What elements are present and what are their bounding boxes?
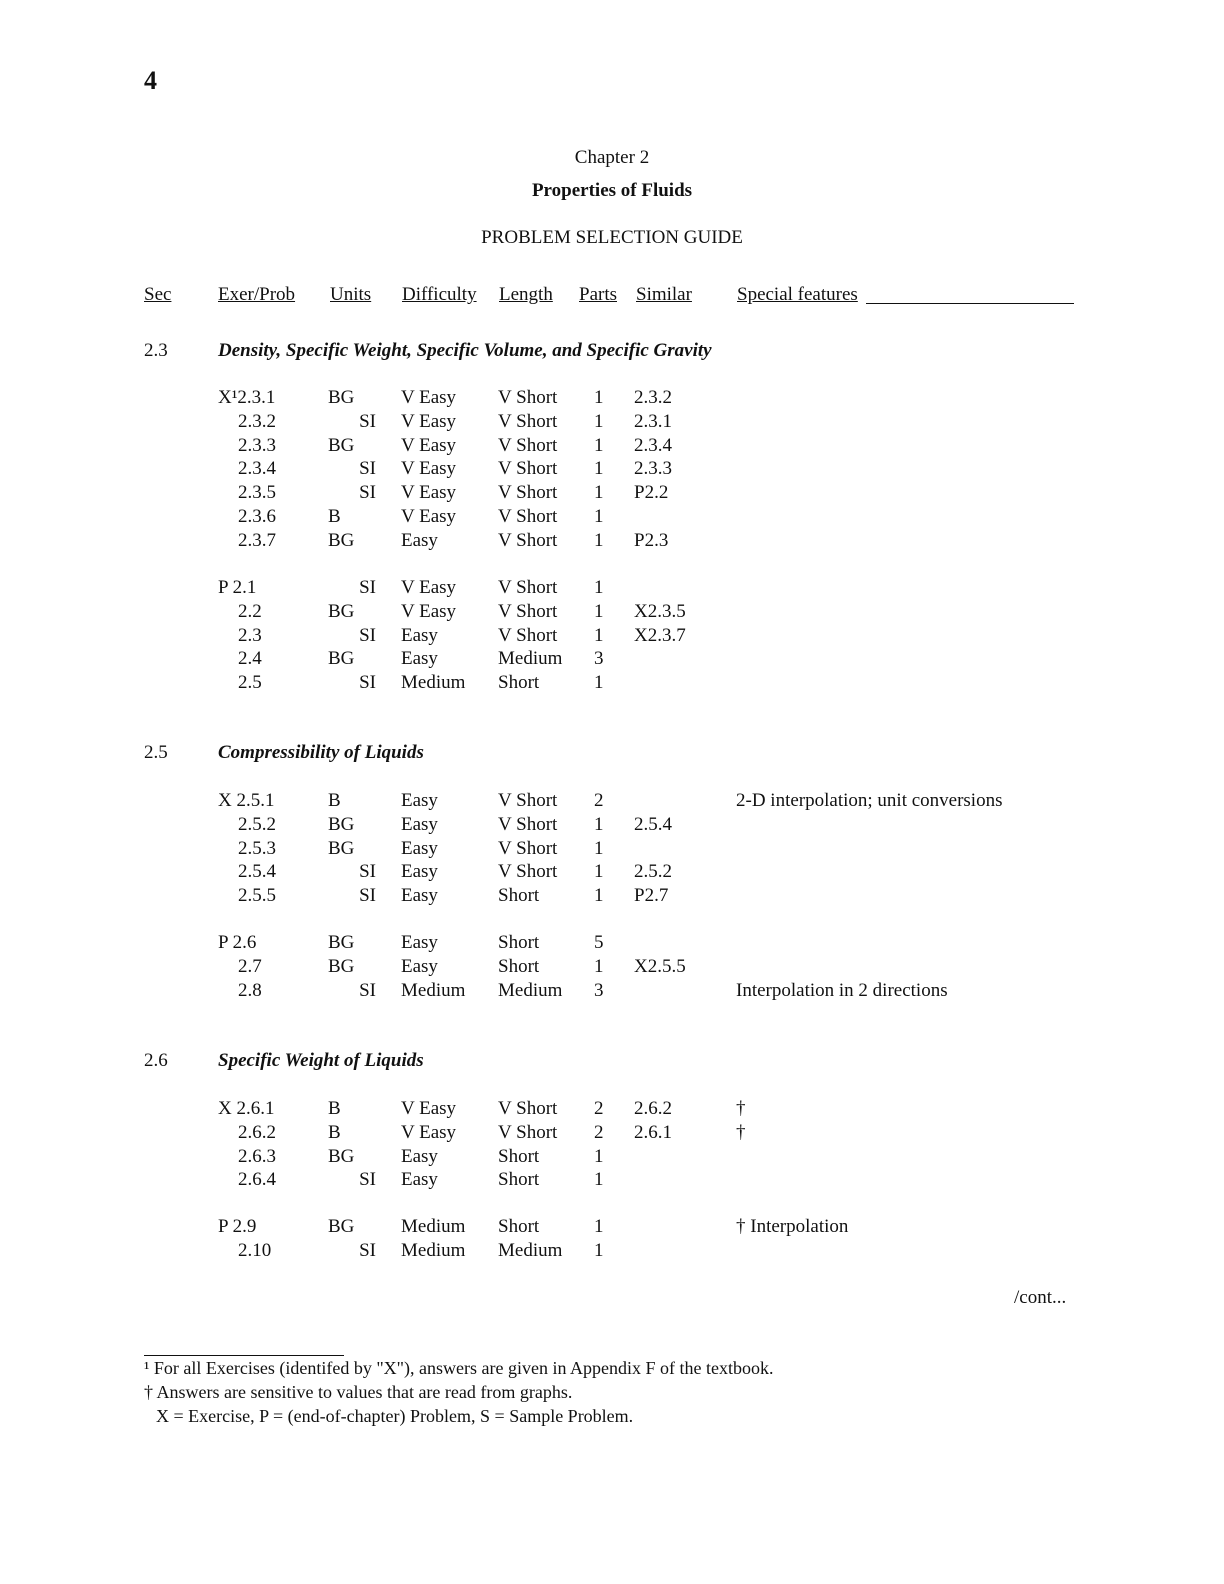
similar: 2.3.4	[634, 434, 672, 456]
problem-id: 2.3	[238, 624, 262, 646]
difficulty: Easy	[401, 955, 438, 977]
parts: 1	[594, 458, 604, 480]
problem-id: 2.3.2	[238, 410, 276, 432]
problem-id: 2.4	[238, 648, 262, 670]
problem-id: X 2.6.1	[218, 1098, 275, 1119]
special-features: † Interpolation	[736, 1216, 849, 1237]
header-rule	[866, 303, 1074, 304]
length: V Short	[498, 1121, 558, 1143]
parts: 2	[594, 1121, 604, 1143]
units: BG	[328, 600, 355, 622]
parts: 1	[594, 1239, 604, 1261]
section-title: Compressibility of Liquids	[218, 742, 424, 763]
length: V Short	[498, 600, 558, 622]
similar: 2.3.3	[634, 458, 672, 480]
difficulty: Easy	[401, 1169, 438, 1191]
similar: 2.5.2	[634, 861, 672, 883]
page-number: 4	[144, 66, 157, 95]
problem-id: 2.5.4	[238, 861, 276, 883]
units: B	[328, 790, 341, 811]
problem-id: 2.2	[238, 600, 262, 622]
parts: 1	[594, 885, 604, 907]
continued-note: /cont...	[1014, 1287, 1067, 1308]
units: B	[328, 1098, 341, 1119]
problem-id: X¹2.3.1	[218, 387, 276, 408]
similar: 2.5.4	[634, 813, 672, 835]
difficulty: Easy	[401, 932, 438, 953]
length: Medium	[498, 1239, 563, 1261]
length: Short	[498, 932, 540, 953]
difficulty: Medium	[401, 672, 466, 694]
difficulty: Easy	[401, 790, 438, 811]
units: SI	[359, 1169, 376, 1191]
header-special: Special features	[737, 284, 858, 305]
parts: 1	[594, 672, 604, 694]
special-features: 2-D interpolation; unit conversions	[736, 790, 1003, 811]
difficulty: Easy	[401, 837, 438, 859]
difficulty: V Easy	[401, 434, 457, 456]
length: V Short	[498, 624, 558, 646]
header-sec: Sec	[144, 284, 172, 305]
length: Short	[498, 1169, 540, 1191]
footnote-1: ¹ For all Exercises (identifed by "X"), answers are given in Appendix F of the textbook.	[144, 1358, 774, 1378]
parts: 1	[594, 1145, 604, 1167]
length: Medium	[498, 979, 563, 1001]
length: V Short	[498, 506, 558, 527]
difficulty: Medium	[401, 1216, 466, 1237]
parts: 1	[594, 624, 604, 646]
units: SI	[359, 410, 376, 432]
problem-id: 2.5.3	[238, 837, 276, 859]
difficulty: Medium	[401, 979, 466, 1001]
header-parts: Parts	[579, 284, 617, 305]
difficulty: V Easy	[401, 506, 457, 527]
footnote-rule	[144, 1355, 344, 1356]
parts: 1	[594, 600, 604, 622]
units: SI	[359, 577, 376, 598]
problem-id: 2.6.2	[238, 1121, 276, 1143]
units: BG	[328, 434, 355, 456]
difficulty: Easy	[401, 648, 438, 670]
parts: 1	[594, 529, 604, 551]
header-similar: Similar	[636, 284, 692, 305]
special-features: Interpolation in 2 directions	[736, 979, 948, 1001]
parts: 1	[594, 1216, 604, 1237]
section-number: 2.5	[144, 742, 168, 763]
difficulty: Easy	[401, 813, 438, 835]
length: Short	[498, 885, 540, 907]
length: Short	[498, 672, 540, 694]
footnote-2: † Answers are sensitive to values that are read from graphs.	[144, 1382, 573, 1402]
problem-id: X 2.5.1	[218, 790, 275, 811]
similar: 2.6.1	[634, 1121, 672, 1143]
difficulty: Medium	[401, 1239, 466, 1261]
units: BG	[328, 1216, 355, 1237]
units: B	[328, 1121, 341, 1143]
units: SI	[359, 979, 376, 1001]
parts: 1	[594, 410, 604, 432]
parts: 1	[594, 837, 604, 859]
units: BG	[328, 648, 355, 670]
difficulty: V Easy	[401, 1121, 457, 1143]
problem-id: P 2.1	[218, 577, 257, 598]
difficulty: V Easy	[401, 482, 457, 504]
problem-id: 2.3.3	[238, 434, 276, 456]
units: BG	[328, 529, 355, 551]
header-length: Length	[499, 284, 553, 305]
length: V Short	[498, 387, 558, 408]
length: Short	[498, 1216, 540, 1237]
length: Short	[498, 955, 540, 977]
parts: 5	[594, 932, 604, 953]
parts: 1	[594, 506, 604, 527]
chapter-title: Properties of Fluids	[531, 180, 693, 201]
problem-id: 2.5.5	[238, 885, 276, 907]
difficulty: Easy	[401, 624, 438, 646]
length: V Short	[498, 861, 558, 883]
parts: 1	[594, 955, 604, 977]
difficulty: Easy	[401, 885, 438, 907]
length: V Short	[498, 410, 558, 432]
length: V Short	[498, 577, 558, 598]
difficulty: Easy	[401, 861, 438, 883]
units: SI	[359, 624, 376, 646]
units: BG	[328, 932, 355, 953]
units: BG	[328, 1145, 355, 1167]
length: V Short	[498, 529, 558, 551]
length: V Short	[498, 482, 558, 504]
difficulty: V Easy	[401, 387, 457, 408]
section-number: 2.6	[144, 1050, 168, 1071]
difficulty: V Easy	[401, 458, 457, 480]
problem-id: 2.3.6	[238, 506, 276, 527]
units: B	[328, 506, 341, 527]
length: V Short	[498, 837, 558, 859]
parts: 1	[594, 434, 604, 456]
length: V Short	[498, 434, 558, 456]
section-title: Specific Weight of Liquids	[218, 1050, 424, 1071]
difficulty: Easy	[401, 529, 438, 551]
problem-id: 2.6.3	[238, 1145, 276, 1167]
parts: 3	[594, 648, 604, 670]
guide-title: PROBLEM SELECTION GUIDE	[481, 227, 743, 248]
units: SI	[359, 885, 376, 907]
units: SI	[359, 861, 376, 883]
difficulty: V Easy	[401, 600, 457, 622]
similar: X2.3.7	[634, 624, 686, 646]
length: Medium	[498, 648, 563, 670]
problem-id: 2.10	[238, 1239, 272, 1261]
similar: X2.5.5	[634, 955, 686, 977]
problem-id: 2.3.4	[238, 458, 276, 480]
header-exer: Exer/Prob	[218, 284, 296, 305]
difficulty: Easy	[401, 1145, 438, 1167]
section-title: Density, Specific Weight, Specific Volume, and Specific Gravity	[218, 340, 712, 361]
problem-id: 2.8	[238, 979, 262, 1001]
length: V Short	[498, 1098, 558, 1119]
similar: P2.7	[634, 885, 669, 907]
parts: 1	[594, 1169, 604, 1191]
units: BG	[328, 837, 355, 859]
parts: 1	[594, 577, 604, 598]
problem-id: 2.3.5	[238, 482, 276, 504]
parts: 2	[594, 1098, 604, 1119]
similar: P2.2	[634, 482, 669, 504]
similar: 2.6.2	[634, 1098, 672, 1119]
similar: P2.3	[634, 529, 669, 551]
length: Short	[498, 1145, 540, 1167]
similar: 2.3.2	[634, 387, 672, 408]
length: V Short	[498, 458, 558, 480]
chapter-label: Chapter 2	[574, 147, 650, 168]
units: BG	[328, 387, 355, 408]
footnote-3: X = Exercise, P = (end-of-chapter) Problem, S = Sample Problem.	[156, 1406, 634, 1426]
parts: 1	[594, 813, 604, 835]
special-features: †	[736, 1121, 746, 1143]
similar: 2.3.1	[634, 410, 672, 432]
difficulty: V Easy	[401, 1098, 457, 1119]
units: BG	[328, 955, 355, 977]
parts: 1	[594, 861, 604, 883]
problem-id: 2.7	[238, 955, 262, 977]
difficulty: V Easy	[401, 577, 457, 598]
header-difficulty: Difficulty	[402, 284, 477, 305]
parts: 1	[594, 387, 604, 408]
units: SI	[359, 458, 376, 480]
problem-id: 2.3.7	[238, 529, 276, 551]
length: V Short	[498, 790, 558, 811]
units: SI	[359, 672, 376, 694]
difficulty: V Easy	[401, 410, 457, 432]
parts: 3	[594, 979, 604, 1001]
header-units: Units	[330, 284, 372, 305]
units: SI	[359, 1239, 376, 1261]
problem-id: 2.5	[238, 672, 262, 694]
length: V Short	[498, 813, 558, 835]
units: BG	[328, 813, 355, 835]
section-number: 2.3	[144, 340, 168, 361]
units: SI	[359, 482, 376, 504]
problem-id: P 2.6	[218, 932, 257, 953]
problem-id: 2.6.4	[238, 1169, 276, 1191]
special-features: †	[736, 1098, 746, 1119]
similar: X2.3.5	[634, 600, 686, 622]
parts: 2	[594, 790, 604, 811]
problem-id: 2.5.2	[238, 813, 276, 835]
parts: 1	[594, 482, 604, 504]
problem-id: P 2.9	[218, 1216, 257, 1237]
